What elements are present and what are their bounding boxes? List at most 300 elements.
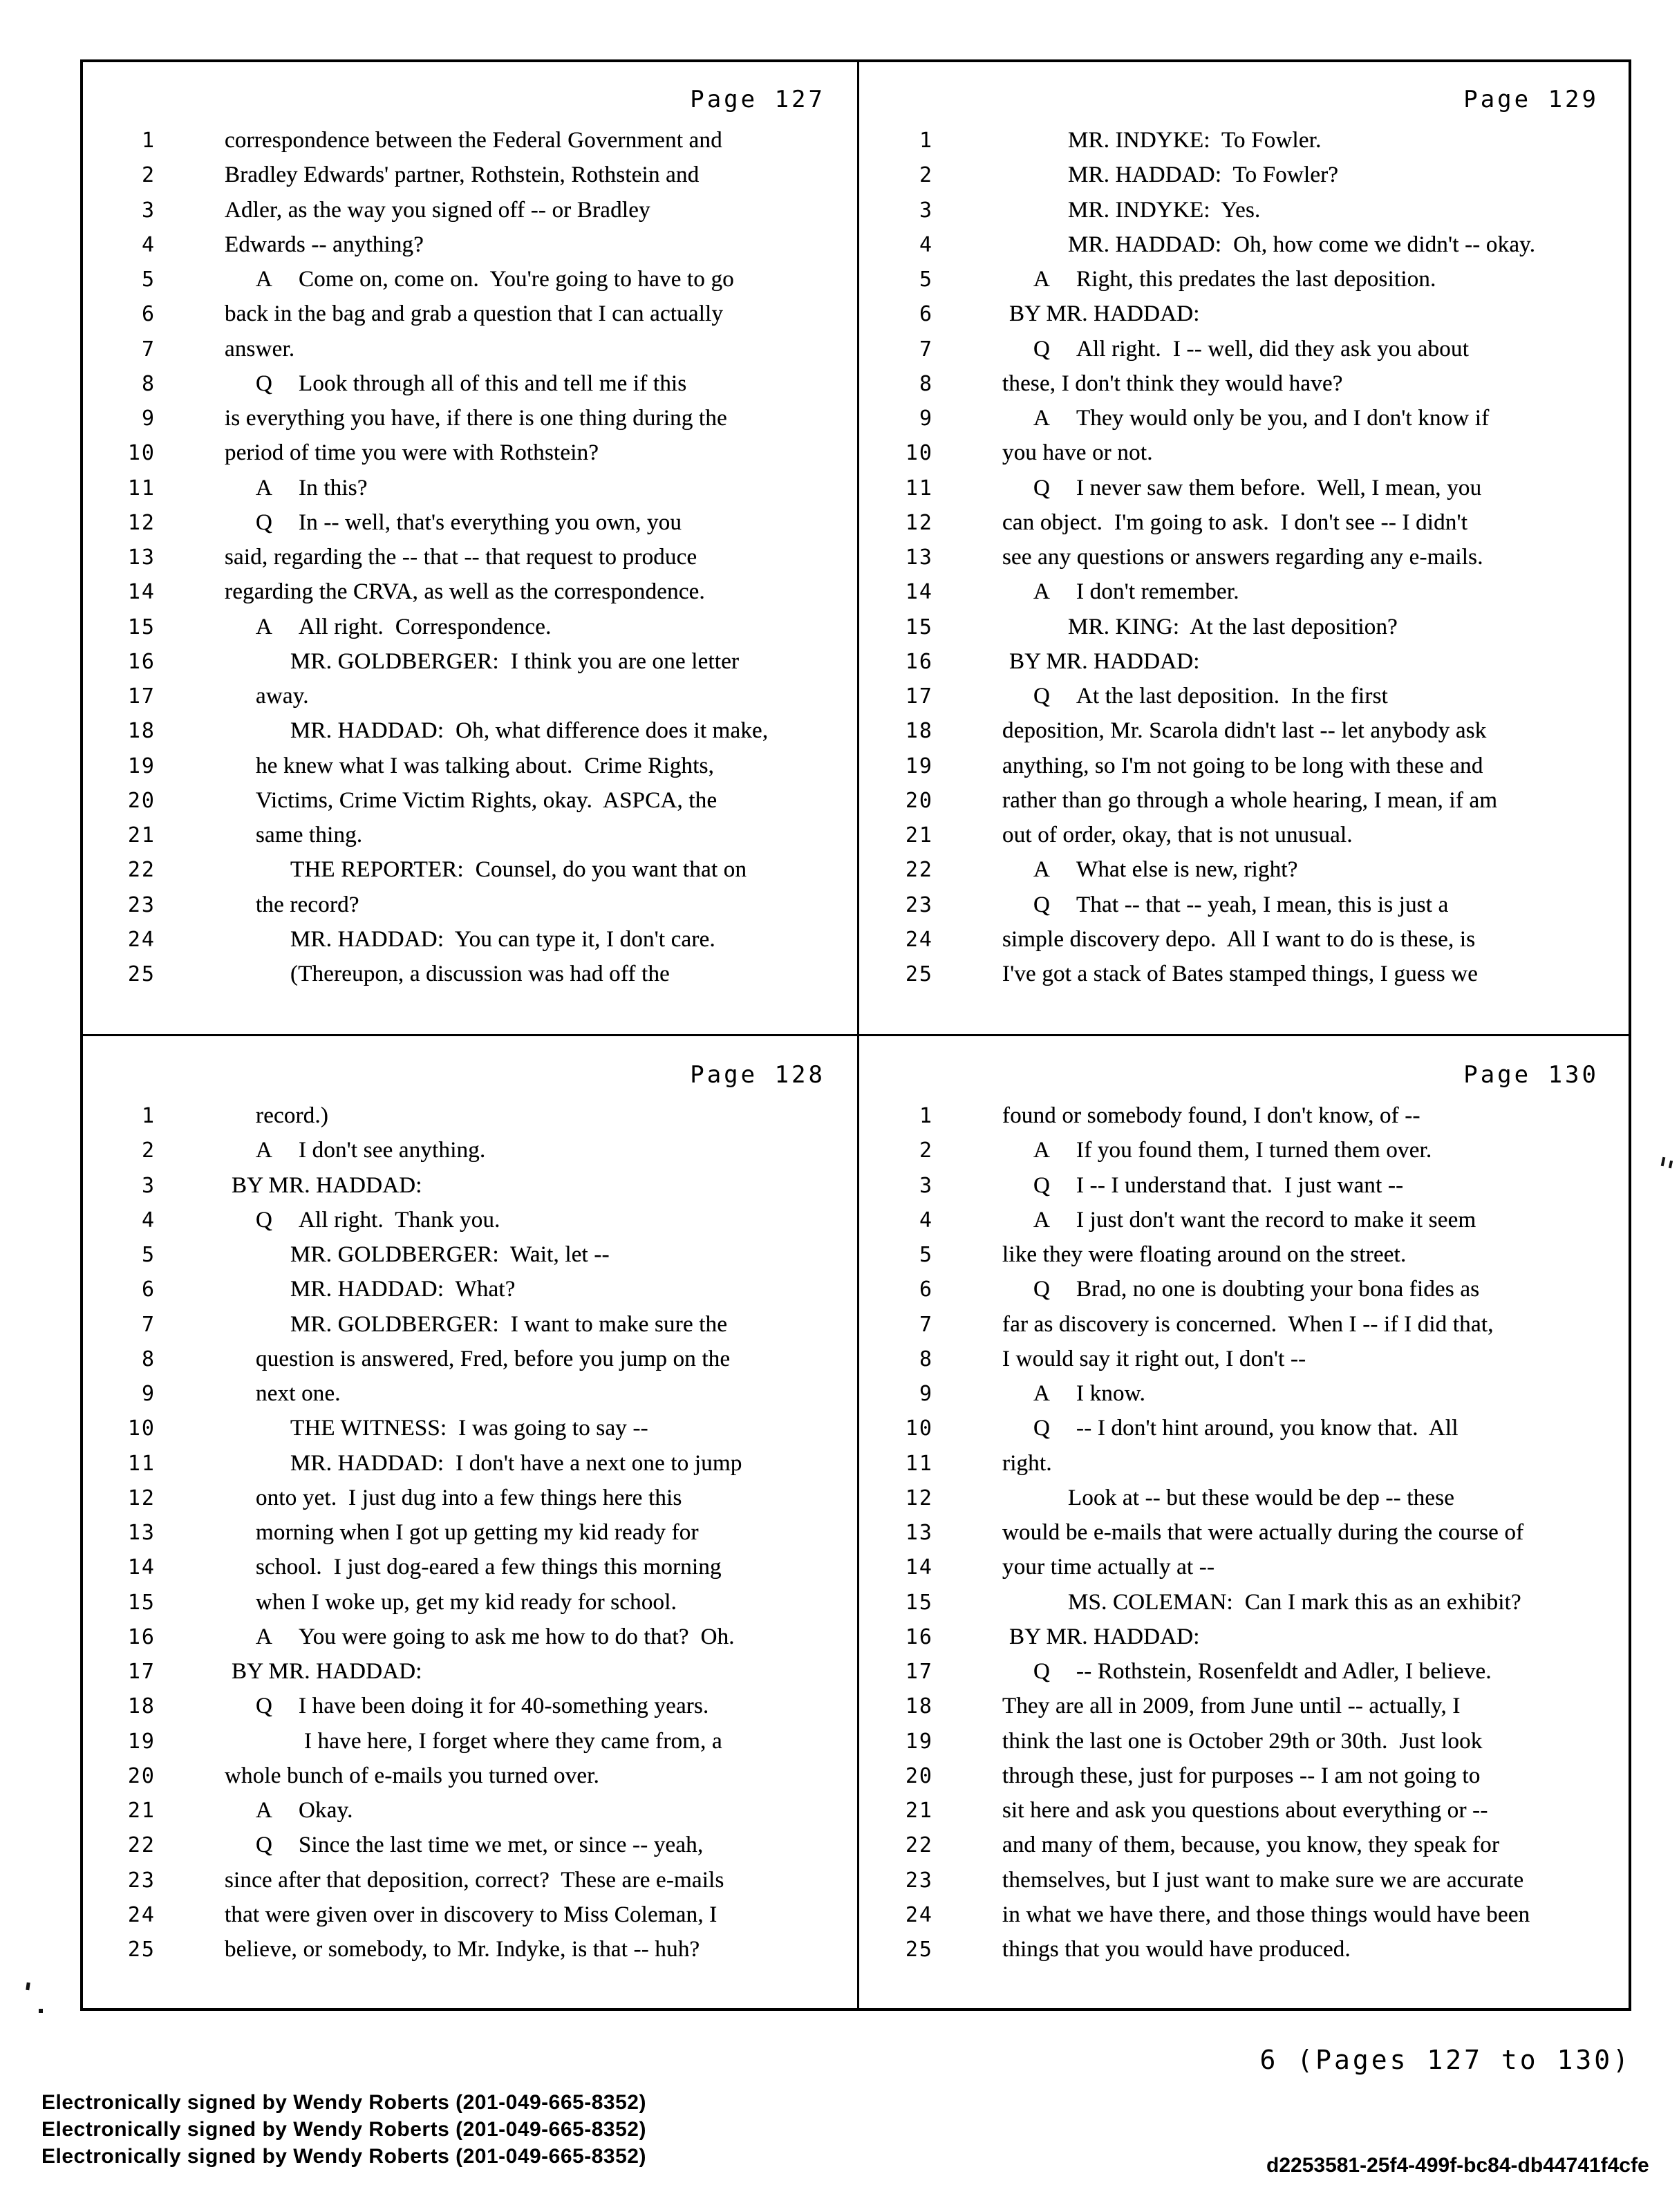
transcript-line xyxy=(83,1550,856,1584)
transcript-line xyxy=(861,158,1629,192)
line-number: 14 xyxy=(905,1555,933,1580)
horizontal-divider xyxy=(82,1034,1631,1036)
line-number: 14 xyxy=(127,1555,156,1580)
line-number: 13 xyxy=(905,545,933,570)
line-number: 16 xyxy=(127,649,156,674)
qa-marker: Q xyxy=(256,371,273,396)
line-text: Q Since the last time we met, or since -- yeah, xyxy=(256,1833,703,1857)
transcript-line xyxy=(861,957,1629,991)
qa-marker: Q xyxy=(256,1207,273,1232)
qa-marker: A xyxy=(256,1798,273,1823)
line-number: 23 xyxy=(905,1868,933,1893)
line-text: Look at -- but these would be dep -- these xyxy=(1068,1485,1455,1510)
line-number: 23 xyxy=(127,1868,156,1893)
transcript-line xyxy=(861,1411,1629,1445)
line-text: A All right. Correspondence. xyxy=(256,615,552,639)
qa-marker: Q xyxy=(1033,336,1051,362)
qa-marker: Q xyxy=(256,1694,273,1719)
line-number: 22 xyxy=(127,1833,156,1858)
line-number: 5 xyxy=(919,1243,933,1267)
line-number: 4 xyxy=(141,1208,156,1232)
transcript-line xyxy=(83,1411,856,1445)
line-number: 19 xyxy=(127,1729,156,1754)
transcript-line xyxy=(861,1863,1629,1897)
line-number: 12 xyxy=(905,510,933,535)
line-text: I've got a stack of Bates stamped things, I guess we xyxy=(1002,962,1479,986)
line-number: 2 xyxy=(141,1138,156,1163)
qa-marker: A xyxy=(1033,857,1051,883)
line-text: Q In -- well, that's everything you own, you xyxy=(256,510,682,535)
line-text: regarding the CRVA, as well as the correspondence. xyxy=(225,579,705,605)
line-text: question is answered, Fred, before you jump on the xyxy=(256,1346,731,1371)
line-number: 1 xyxy=(141,1104,156,1128)
transcript-line xyxy=(83,193,856,227)
qa-marker: Q xyxy=(1033,1277,1051,1302)
line-text: through these, just for purposes -- I am not going to xyxy=(1002,1763,1481,1788)
transcript-line xyxy=(83,1133,856,1168)
transcript-line xyxy=(83,957,856,991)
line-text: right. xyxy=(1002,1450,1052,1476)
transcript-line xyxy=(83,1342,856,1376)
transcript-line xyxy=(861,1342,1629,1376)
line-text: these, I don't think they would have? xyxy=(1002,371,1343,396)
line-text: A Right, this predates the last deposition. xyxy=(1033,267,1436,292)
qa-marker: Q xyxy=(1033,1416,1051,1441)
transcript-line xyxy=(83,1932,856,1967)
line-number: 25 xyxy=(905,962,933,986)
line-text: far as discovery is concerned. When I -- if I did that, xyxy=(1002,1311,1494,1337)
transcript-lines xyxy=(861,1098,1629,1967)
transcript-line xyxy=(861,401,1629,435)
line-text: A I just don't want the record to make it seem xyxy=(1033,1208,1476,1232)
line-number: 16 xyxy=(127,1624,156,1649)
transcript-line xyxy=(861,1724,1629,1759)
transcript-line xyxy=(861,1897,1629,1932)
transcript-line xyxy=(83,713,856,748)
line-text: Bradley Edwards' partner, Rothstein, Rothstein and xyxy=(225,162,700,188)
document-id: d2253581-25f4-499f-bc84-db44741f4cfe xyxy=(1266,2154,1649,2177)
line-text: believe, or somebody, to Mr. Indyke, is that -- huh? xyxy=(225,1937,700,1962)
line-text: BY MR. HADDAD: xyxy=(1009,1624,1200,1649)
line-number: 9 xyxy=(141,1382,156,1406)
line-number: 6 xyxy=(141,1277,156,1302)
transcript-line xyxy=(83,540,856,574)
line-number: 25 xyxy=(127,962,156,986)
line-number: 13 xyxy=(127,1521,156,1545)
transcript-line xyxy=(861,749,1629,783)
line-number: 17 xyxy=(127,684,156,709)
transcript-line xyxy=(861,262,1629,297)
line-text: BY MR. HADDAD: xyxy=(1009,301,1200,327)
line-text: MR. HADDAD: Oh, how come we didn't -- okay. xyxy=(1068,232,1536,257)
line-text: said, regarding the -- that -- that request to produce xyxy=(225,545,697,570)
line-text: Q At the last deposition. In the first xyxy=(1033,684,1388,709)
transcript-line xyxy=(83,1620,856,1654)
transcript-lines xyxy=(83,1098,856,1967)
line-text: MR. HADDAD: Oh, what difference does it make, xyxy=(290,718,769,744)
qa-marker: A xyxy=(256,614,273,639)
line-text: Q I -- I understand that. I just want -- xyxy=(1033,1173,1403,1198)
line-text: can object. I'm going to ask. I don't see -- I didn't xyxy=(1002,509,1468,535)
line-text: Q Look through all of this and tell me if this xyxy=(256,371,686,396)
line-text: BY MR. HADDAD: xyxy=(232,1659,422,1684)
qa-marker: A xyxy=(1033,579,1051,605)
transcript-line xyxy=(83,1098,856,1133)
line-number: 25 xyxy=(127,1938,156,1962)
transcript-lines xyxy=(83,123,856,991)
transcript-line xyxy=(861,1793,1629,1828)
line-number: 10 xyxy=(127,441,156,466)
line-text: A You were going to ask me how to do that? Oh. xyxy=(256,1624,735,1649)
transcript-line xyxy=(83,401,856,435)
transcript-line xyxy=(83,1828,856,1862)
line-number: 15 xyxy=(127,615,156,639)
line-text: onto yet. I just dug into a few things here this xyxy=(256,1485,682,1510)
transcript-line xyxy=(861,1759,1629,1793)
transcript-line xyxy=(861,1585,1629,1620)
transcript-line xyxy=(861,332,1629,366)
line-text: when I woke up, get my kid ready for school. xyxy=(256,1589,677,1615)
transcript-line xyxy=(83,1585,856,1620)
scan-speck xyxy=(26,1983,30,1991)
transcript-line xyxy=(83,366,856,401)
transcript-line xyxy=(861,1446,1629,1481)
transcript-line xyxy=(83,679,856,713)
qa-marker: Q xyxy=(1033,892,1051,917)
line-number: 3 xyxy=(919,1173,933,1198)
transcript-line xyxy=(83,332,856,366)
transcript-line xyxy=(861,366,1629,401)
line-number: 9 xyxy=(141,406,156,431)
transcript-page-quadrant xyxy=(861,62,1629,1033)
page-number-heading: Page 128 xyxy=(690,1061,825,1089)
transcript-line xyxy=(861,1133,1629,1168)
transcript-line xyxy=(83,1272,856,1306)
line-text: Q -- I don't hint around, you know that. All xyxy=(1033,1416,1458,1441)
line-number: 10 xyxy=(127,1416,156,1441)
transcript-line xyxy=(861,1550,1629,1584)
transcript-line xyxy=(83,1168,856,1203)
line-text: in what we have there, and those things would have been xyxy=(1002,1902,1530,1927)
line-number: 6 xyxy=(141,302,156,327)
line-text: morning when I got up getting my kid ready for xyxy=(256,1520,699,1545)
line-number: 3 xyxy=(919,198,933,223)
transcript-line xyxy=(861,1620,1629,1654)
line-number: 1 xyxy=(141,129,156,153)
transcript-line xyxy=(83,888,856,922)
transcript-page-quadrant xyxy=(861,1038,1629,2004)
transcript-line xyxy=(83,1307,856,1342)
line-text: your time actually at -- xyxy=(1002,1555,1215,1580)
transcript-line xyxy=(83,1863,856,1897)
transcript-line xyxy=(83,505,856,540)
line-text: A In this? xyxy=(256,476,368,500)
qa-marker: A xyxy=(256,1138,273,1163)
transcript-line xyxy=(83,297,856,331)
transcript-line xyxy=(83,1515,856,1550)
line-text: whole bunch of e-mails you turned over. xyxy=(225,1763,600,1788)
qa-marker: A xyxy=(1033,267,1051,292)
line-text: Q -- Rothstein, Rosenfeldt and Adler, I believe. xyxy=(1033,1659,1492,1684)
transcript-line xyxy=(83,1689,856,1723)
line-text: correspondence between the Federal Government and xyxy=(225,128,722,153)
line-text: Q All right. I -- well, did they ask you about xyxy=(1033,337,1469,362)
transcript-line xyxy=(861,193,1629,227)
transcript-line xyxy=(83,749,856,783)
line-text: A I don't see anything. xyxy=(256,1138,485,1163)
line-text: next one. xyxy=(256,1381,341,1406)
transcript-line xyxy=(83,1446,856,1481)
transcript-line xyxy=(83,922,856,957)
transcript-line xyxy=(861,922,1629,957)
line-text: I have here, I forget where they came from, a xyxy=(304,1728,722,1754)
line-number: 10 xyxy=(905,1416,933,1441)
line-number: 12 xyxy=(905,1485,933,1510)
line-number: 15 xyxy=(127,1590,156,1615)
scan-speck xyxy=(1661,1157,1666,1167)
line-number: 17 xyxy=(905,684,933,709)
transcript-line xyxy=(861,1203,1629,1237)
line-number: 4 xyxy=(919,232,933,257)
line-text: I would say it right out, I don't -- xyxy=(1002,1346,1306,1371)
line-text: MR. INDYKE: Yes. xyxy=(1068,197,1261,223)
line-text: out of order, okay, that is not unusual. xyxy=(1002,823,1353,847)
scan-speck xyxy=(1669,1161,1673,1169)
line-number: 19 xyxy=(127,753,156,778)
line-text: found or somebody found, I don't know, of -- xyxy=(1002,1103,1420,1128)
line-number: 18 xyxy=(905,719,933,744)
transcript-line xyxy=(83,610,856,644)
line-number: 15 xyxy=(905,1590,933,1615)
line-number: 3 xyxy=(141,1173,156,1198)
scan-speck xyxy=(39,2009,43,2013)
line-number: 15 xyxy=(905,615,933,639)
transcript-lines xyxy=(861,123,1629,991)
line-text: MS. COLEMAN: Can I mark this as an exhibit? xyxy=(1068,1589,1521,1615)
line-text: A If you found them, I turned them over. xyxy=(1033,1138,1432,1163)
transcript-line xyxy=(83,158,856,192)
transcript-line xyxy=(83,1376,856,1411)
transcript-line xyxy=(861,1932,1629,1967)
line-text: A Okay. xyxy=(256,1798,353,1823)
line-number: 24 xyxy=(905,927,933,952)
signature-line: Electronically signed by Wendy Roberts (201-049-665-8352) xyxy=(41,2091,646,2114)
line-text: rather than go through a whole hearing, I mean, if am xyxy=(1002,787,1498,813)
line-number: 8 xyxy=(141,1347,156,1371)
line-number: 25 xyxy=(905,1938,933,1962)
transcript-line xyxy=(83,574,856,609)
line-number: 16 xyxy=(905,1624,933,1649)
page-number-heading: Page 129 xyxy=(1463,86,1599,113)
transcript-line xyxy=(83,783,856,818)
transcript-line xyxy=(83,435,856,470)
transcript-line xyxy=(83,1897,856,1932)
line-number: 8 xyxy=(919,1347,933,1371)
line-text: MR. GOLDBERGER: I think you are one letter xyxy=(290,648,740,674)
line-number: 23 xyxy=(127,892,156,917)
line-text: They are all in 2009, from June until -- actually, I xyxy=(1002,1694,1461,1719)
line-number: 1 xyxy=(919,1104,933,1128)
line-number: 9 xyxy=(919,1382,933,1406)
transcript-line xyxy=(861,505,1629,540)
transcript-line xyxy=(83,1481,856,1515)
line-text: anything, so I'm not going to be long with these and xyxy=(1002,753,1483,778)
line-text: record.) xyxy=(256,1103,329,1128)
line-number: 7 xyxy=(141,1312,156,1337)
transcript-page-quadrant xyxy=(83,62,856,1033)
line-text: since after that deposition, correct? These are e-mails xyxy=(225,1867,724,1893)
line-number: 18 xyxy=(127,719,156,744)
line-text: Q I have been doing it for 40-something years. xyxy=(256,1694,709,1718)
line-text: Q I never saw them before. Well, I mean, you xyxy=(1033,476,1481,500)
qa-marker: A xyxy=(256,267,273,292)
line-text: you have or not. xyxy=(1002,440,1153,466)
transcript-line xyxy=(861,1376,1629,1411)
transcript-line xyxy=(861,1828,1629,1862)
line-text: away. xyxy=(256,684,309,709)
qa-marker: A xyxy=(256,475,273,500)
line-number: 11 xyxy=(905,476,933,500)
qa-marker: Q xyxy=(1033,475,1051,500)
line-text: MR. HADDAD: To Fowler? xyxy=(1068,162,1339,188)
transcript-line xyxy=(83,1654,856,1689)
line-number: 20 xyxy=(127,788,156,813)
line-number: 5 xyxy=(141,1243,156,1267)
line-number: 9 xyxy=(919,406,933,431)
line-number: 19 xyxy=(905,753,933,778)
transcript-line xyxy=(861,1098,1629,1133)
line-number: 7 xyxy=(919,337,933,362)
line-text: and many of them, because, you know, they speak for xyxy=(1002,1833,1500,1858)
transcript-line xyxy=(861,679,1629,713)
transcript-line xyxy=(861,852,1629,887)
line-text: simple discovery depo. All I want to do is these, is xyxy=(1002,926,1476,952)
transcript-line xyxy=(861,297,1629,331)
transcript-line xyxy=(861,123,1629,158)
line-number: 20 xyxy=(127,1763,156,1788)
signature-line: Electronically signed by Wendy Roberts (201-049-665-8352) xyxy=(41,2145,646,2168)
line-number: 12 xyxy=(127,510,156,535)
line-text: A Come on, come on. You're going to have to go xyxy=(256,267,734,292)
line-number: 17 xyxy=(905,1660,933,1684)
line-text: sit here and ask you questions about everything or -- xyxy=(1002,1798,1488,1823)
line-number: 21 xyxy=(127,1799,156,1823)
signature-block xyxy=(41,2089,646,2170)
line-text: deposition, Mr. Scarola didn't last -- let anybody ask xyxy=(1002,718,1487,744)
line-number: 20 xyxy=(905,788,933,813)
line-number: 16 xyxy=(905,649,933,674)
line-text: see any questions or answers regarding any e-mails. xyxy=(1002,545,1483,570)
line-text: (Thereupon, a discussion was had off the xyxy=(290,962,670,986)
line-number: 24 xyxy=(127,927,156,952)
line-text: A They would only be you, and I don't know if xyxy=(1033,406,1489,431)
line-number: 2 xyxy=(919,163,933,188)
qa-marker: A xyxy=(1033,1381,1051,1406)
line-number: 1 xyxy=(919,129,933,153)
line-text: like they were floating around on the street. xyxy=(1002,1242,1407,1267)
signature-line: Electronically signed by Wendy Roberts (201-049-665-8352) xyxy=(41,2118,646,2141)
line-number: 11 xyxy=(127,1451,156,1476)
line-text: Edwards -- anything? xyxy=(225,232,424,257)
transcript-line xyxy=(83,1793,856,1828)
line-number: 4 xyxy=(141,232,156,257)
line-text: A I don't remember. xyxy=(1033,579,1239,604)
line-text: same thing. xyxy=(256,823,363,847)
line-number: 19 xyxy=(905,1729,933,1754)
line-text: MR. HADDAD: You can type it, I don't care. xyxy=(290,926,715,952)
line-number: 20 xyxy=(905,1763,933,1788)
line-number: 17 xyxy=(127,1660,156,1684)
line-number: 24 xyxy=(127,1902,156,1927)
transcript-line xyxy=(83,1724,856,1759)
line-text: BY MR. HADDAD: xyxy=(232,1172,422,1198)
line-number: 11 xyxy=(127,476,156,500)
line-number: 7 xyxy=(141,337,156,362)
qa-marker: Q xyxy=(1033,1172,1051,1198)
line-number: 2 xyxy=(919,1138,933,1163)
line-number: 14 xyxy=(127,580,156,605)
line-text: think the last one is October 29th or 30th. Just look xyxy=(1002,1728,1483,1754)
transcript-line xyxy=(83,1759,856,1793)
line-number: 21 xyxy=(905,1799,933,1823)
qa-marker: A xyxy=(256,1624,273,1649)
transcript-line xyxy=(861,1515,1629,1550)
transcript-line xyxy=(861,540,1629,574)
transcript-line xyxy=(83,471,856,505)
line-text: themselves, but I just want to make sure we are accurate xyxy=(1002,1867,1524,1893)
line-number: 21 xyxy=(127,823,156,847)
transcript-line xyxy=(861,1168,1629,1203)
line-text: MR. INDYKE: To Fowler. xyxy=(1068,128,1322,153)
line-text: BY MR. HADDAD: xyxy=(1009,648,1200,674)
line-text: MR. GOLDBERGER: I want to make sure the xyxy=(290,1311,728,1337)
transcript-line xyxy=(861,818,1629,852)
line-number: 13 xyxy=(127,545,156,570)
line-text: Q That -- that -- yeah, I mean, this is just a xyxy=(1033,892,1448,917)
transcript-line xyxy=(861,713,1629,748)
qa-marker: A xyxy=(1033,1138,1051,1163)
transcript-line xyxy=(83,227,856,262)
transcript-line xyxy=(83,818,856,852)
qa-marker: Q xyxy=(256,509,273,535)
transcript-line xyxy=(861,574,1629,609)
transcript-line xyxy=(861,1237,1629,1272)
line-number: 6 xyxy=(919,302,933,327)
transcript-line xyxy=(83,1203,856,1237)
line-text: MR. GOLDBERGER: Wait, let -- xyxy=(290,1242,610,1267)
transcript-line xyxy=(83,123,856,158)
line-number: 2 xyxy=(141,163,156,188)
line-text: is everything you have, if there is one thing during the xyxy=(225,406,727,431)
transcript-line xyxy=(861,1307,1629,1342)
line-text: A What else is new, right? xyxy=(1033,857,1298,882)
line-number: 22 xyxy=(905,1833,933,1858)
line-number: 14 xyxy=(905,580,933,605)
line-text: Adler, as the way you signed off -- or Bradley xyxy=(225,197,650,223)
line-text: Q Brad, no one is doubting your bona fides as xyxy=(1033,1277,1479,1302)
transcript-line xyxy=(861,1689,1629,1723)
line-number: 18 xyxy=(127,1694,156,1719)
line-text: would be e-mails that were actually during the course of xyxy=(1002,1520,1524,1545)
qa-marker: A xyxy=(1033,406,1051,431)
footer-page-range-label: 6 (Pages 127 to 130) xyxy=(1259,2045,1631,2075)
line-number: 5 xyxy=(141,268,156,292)
line-text: THE WITNESS: I was going to say -- xyxy=(290,1416,648,1441)
transcript-line xyxy=(861,610,1629,644)
qa-marker: Q xyxy=(256,1833,273,1858)
line-text: back in the bag and grab a question that I can actually xyxy=(225,301,724,327)
transcript-line xyxy=(83,644,856,679)
